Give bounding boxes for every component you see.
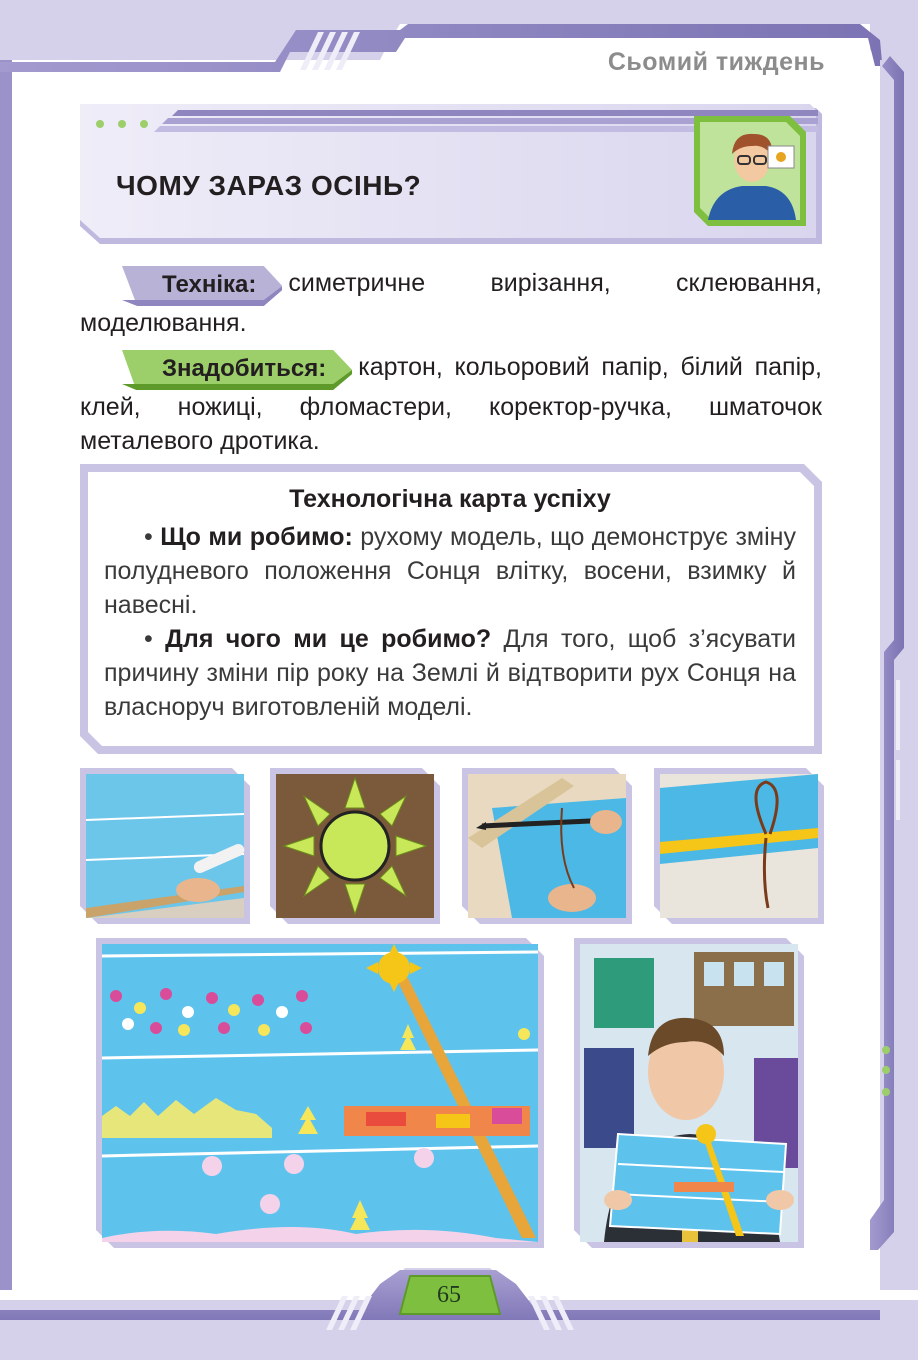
step-photo-pencil-wire — [462, 768, 632, 924]
why-text: Для того, щоб з’ясувати причину зміни пір року на Землі й відтворити рух Сонця на власноруч виготовленій моделі. — [104, 625, 796, 721]
materials-tag: Знадобиться: — [122, 350, 352, 390]
materials-paragraph — [80, 350, 822, 458]
what-label: Що ми робимо: — [160, 523, 353, 551]
why-label: Для чого ми це робимо? — [165, 625, 492, 653]
technique-text: симетричне вирізання, склеювання, моделювання. — [80, 269, 822, 337]
student-with-model-photo — [574, 938, 804, 1248]
technique-paragraph — [80, 266, 822, 340]
teacher-avatar — [694, 116, 806, 226]
step-photo-ruling-lines — [80, 768, 250, 924]
success-card-title: Технологічна карта успіху — [289, 485, 611, 513]
materials-text: картон, кольоровий папір, білий папір, клей, ножиці, фломастери, коректор-ручка, шматочок металевого дротика. — [80, 353, 822, 455]
step-photo-paper-sun — [270, 768, 440, 924]
what-text: рухому модель, що демонструє зміну полудневого положення Сонця влітку, восени, взимку й навесні. — [104, 523, 796, 619]
why-we-do: • Для чого ми це робимо? Для того, щоб з’ясувати причину зміни пір року на Землі й відтворити рух Сонця на власноруч виготовленій моделі. — [104, 625, 796, 721]
success-card — [104, 482, 796, 724]
step-photo-wire-loop — [654, 768, 824, 924]
page-number: 65 — [437, 1282, 461, 1308]
technique-tag: Техніка: — [122, 266, 282, 306]
finished-model-photo — [96, 938, 544, 1248]
what-we-do: • Що ми робимо: рухому модель, що демонструє зміну полудневого положення Сонця влітку, восени, взимку й навесні. — [104, 523, 796, 619]
week-label: Сьомий тиждень — [607, 48, 825, 76]
lesson-title: ЧОМУ ЗАРАЗ ОСІНЬ? — [116, 170, 422, 201]
